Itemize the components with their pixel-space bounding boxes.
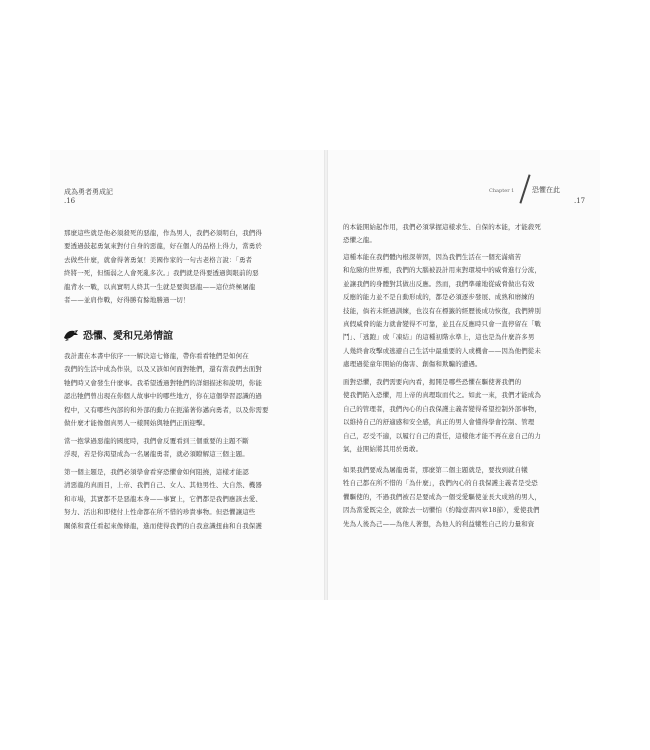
text-line: 處理過從童年開始的傷害、創傷和欺騙的遭遇。 — [343, 360, 482, 369]
text-line: 當一抱掌過惡龍的國度時，我們會反覆看到三個重要的主題不斷 — [64, 437, 249, 445]
text-line: 清惡龍的真面目，上帝、我們自己、女人、其他男性、大自然、機器 — [64, 481, 262, 490]
dragon-icon — [63, 329, 79, 341]
right-running-title: 恐懼在此 — [532, 186, 560, 194]
text-line: 那麼這些就是他必須殺死的惡龍，作為男人，我們必須明白，我們得 — [64, 229, 262, 237]
text-line: 氣，並開始將其用於勇敢。 — [343, 445, 423, 454]
left-paragraph-3 — [64, 435, 249, 462]
text-line: 的本能開始起作用，我們必須掌握這樣求生、自保的本能，才能殺死 — [343, 223, 541, 231]
right-paragraph-1 — [343, 221, 541, 248]
text-line: 反應的能力並不是自動形成的，都是必須逐步發展、成熟和磨練的 — [343, 293, 535, 302]
left-paragraph-1 — [64, 227, 262, 307]
text-line: 牲自己都在所不惜的「為什麼」，我們內心的自我保護主義者是受恐 — [343, 479, 538, 488]
text-line: 關係和責任看起來像條龍，進而使得我們的自我意識扭曲和自我保護 — [64, 521, 262, 530]
text-line: 終將一死，但懦弱之人會死亂多次。」我們就是得要透過與眼前的惡 — [64, 269, 259, 278]
left-paragraph-4 — [64, 466, 262, 533]
text-line: 要透過鼓起勇氣來對付自身的惡龍，好在個人的品格上得力，當勇於 — [64, 242, 262, 251]
chapter-label: Chapter 1 — [489, 188, 515, 194]
text-line: 如果我們要成為屠龍勇者，那麼第二個主題就是，要找到就自犧 — [343, 466, 528, 474]
text-line: 使我們陷入恐懼，用上帝的真理取而代之。如此一來，我們才能成為 — [343, 391, 541, 400]
text-line: 我們的生活中成為作祟，以及又該如何面對牠們，還有當我們去面對 — [64, 365, 262, 374]
text-line: 牠們時又會發生什麼事。我希望透過對牠們的詳細描述和說明，你能 — [64, 378, 262, 387]
text-line: 恐懼之龍。 — [343, 236, 376, 245]
text-line: 第一個主題是，我們必須學會看穿恐懼會如何阻撓，這樣才能認 — [64, 468, 249, 476]
text-line: 真假威脅的能力就會變得不可靠，並且在反應時只會一直停留在「戰 — [343, 320, 541, 329]
section-heading-text: 恐懼、愛和兄弟情誼 — [83, 331, 173, 342]
text-line: 鬥」、「逃跑」或「凍結」的這種初階水準上，這也是為什麼許多男 — [343, 333, 535, 342]
right-paragraph-3 — [343, 376, 541, 456]
text-line: 人幾終會攻擊或逃避自己生活中最重要的人或機會——因為他們從未 — [343, 346, 541, 355]
left-paragraph-2 — [64, 350, 269, 430]
left-running-title: 成為勇者勇成記 — [64, 188, 113, 196]
text-line: 程中，又有哪些內部的和外部的動力在扼滿著你邁向勇者，以及你需要 — [64, 405, 269, 414]
text-line: 因為當愛既完全，就除去一切懼怕（約翰壹書四章18節），愛使我們 — [343, 506, 540, 515]
section-heading — [63, 327, 173, 342]
text-line: 這種本能在我們體內根深蒂固，因為我們生活在一個充滿痛苦 — [343, 253, 522, 261]
text-line: 技能，倘若未經過訓練，也沒有在標籤的經歷後成功恢復，我們辨別 — [343, 306, 541, 315]
text-line: 龍背水一戰，以真實明人終其一生就是要與惡龍——這位終極屠龍 — [64, 282, 256, 291]
text-line: 我計畫在本書中依序一一解決這七條龍，帶你看看牠們是如何在 — [64, 352, 249, 360]
right-page — [328, 150, 600, 600]
text-line: 努力、活出和即使付上性命都在所不惜的珍貴事物。但恐懼讓這些 — [64, 508, 256, 517]
text-line: 面對恐懼，我們需要向內看，揭開是哪些恐懼在驅使著我們的 — [343, 378, 522, 386]
text-line: 去做些什麼，就會得著勇氣！美國作家的一句古老格言說：「勇者 — [64, 255, 253, 264]
text-line: 和危險的世界裡，我們的大腦被設計用來對環境中的威脅進行分流， — [343, 266, 541, 275]
text-line: 懼驅使的，不過我們被召是要成為一個受愛驅使並長大成熟的男人， — [343, 492, 541, 501]
text-line: 者——並肩作戰，好得勝有餘地勝過一切！ — [64, 296, 190, 305]
text-line: 做什麼才能像個真男人一樣開始與牠們正面迎擊。 — [64, 419, 210, 428]
right-page-number: .17 — [574, 197, 586, 205]
text-line: 認出牠們曾出現在你個人故事中的哪些地方，你在這個學習認識的過 — [64, 392, 262, 401]
text-line: 浮現，若是你渴望成為一名屠龍勇者，就必須瞭解這三個主題。 — [64, 450, 249, 459]
left-page-number: .16 — [64, 197, 76, 205]
text-line: 和市場，其實都不是惡龍本身——事實上，它們都是我們應該去愛、 — [64, 494, 262, 503]
right-paragraph-2 — [343, 251, 541, 372]
book-spread — [0, 150, 650, 610]
right-paragraph-4 — [343, 464, 541, 531]
text-line: 並讓我們的身體對其做出反應。然而，我們準確地從威脅做出有效 — [343, 279, 535, 288]
text-line: 自己，忍受不適，以履行自己的責任，這樣他才能不再在意自己的力 — [343, 431, 541, 440]
text-line: 自己的管理者，我們內心的自我保護主義者變得希望控制外部事物， — [343, 404, 541, 413]
text-line: 以維持自己的舒適感和安全感，真正的男人會懂得學會控制、管理 — [343, 418, 535, 427]
text-line: 先為人後為己——為他人著想，為他人的利益犧牲自己的力量和資 — [343, 519, 535, 528]
